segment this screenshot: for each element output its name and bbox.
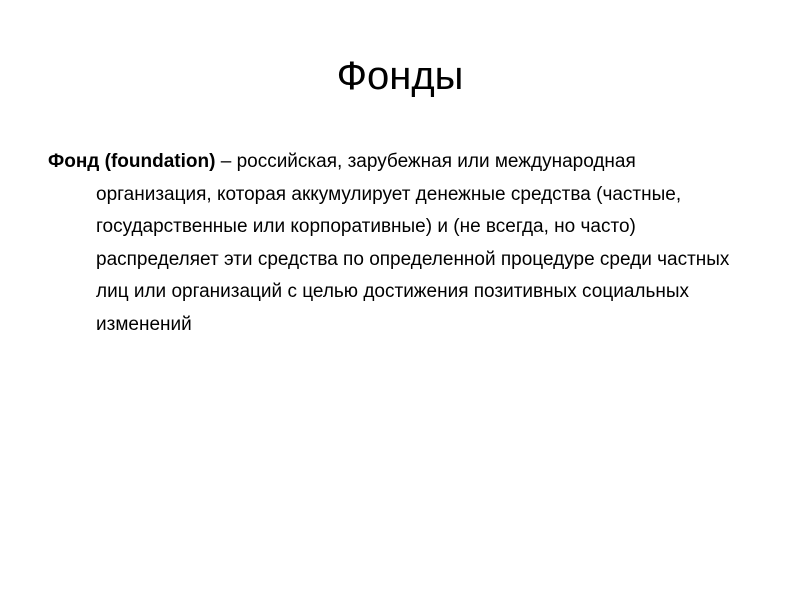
definition-text: российская, зарубежная или международная организация, которая аккумулирует денежные средства (частные, государственные или корпоративные) и (не всегда, но часто) распределяет эти средства по определенной процедуре среди частных лиц или организаций с целью достижения позитивных социальных изменений: [96, 151, 730, 335]
slide-title: Фонды: [336, 54, 464, 98]
definition-separator: –: [215, 151, 237, 172]
slide-body: [48, 146, 748, 341]
definition-paragraph: [48, 146, 748, 341]
definition-term: Фонд (foundation): [48, 151, 216, 172]
